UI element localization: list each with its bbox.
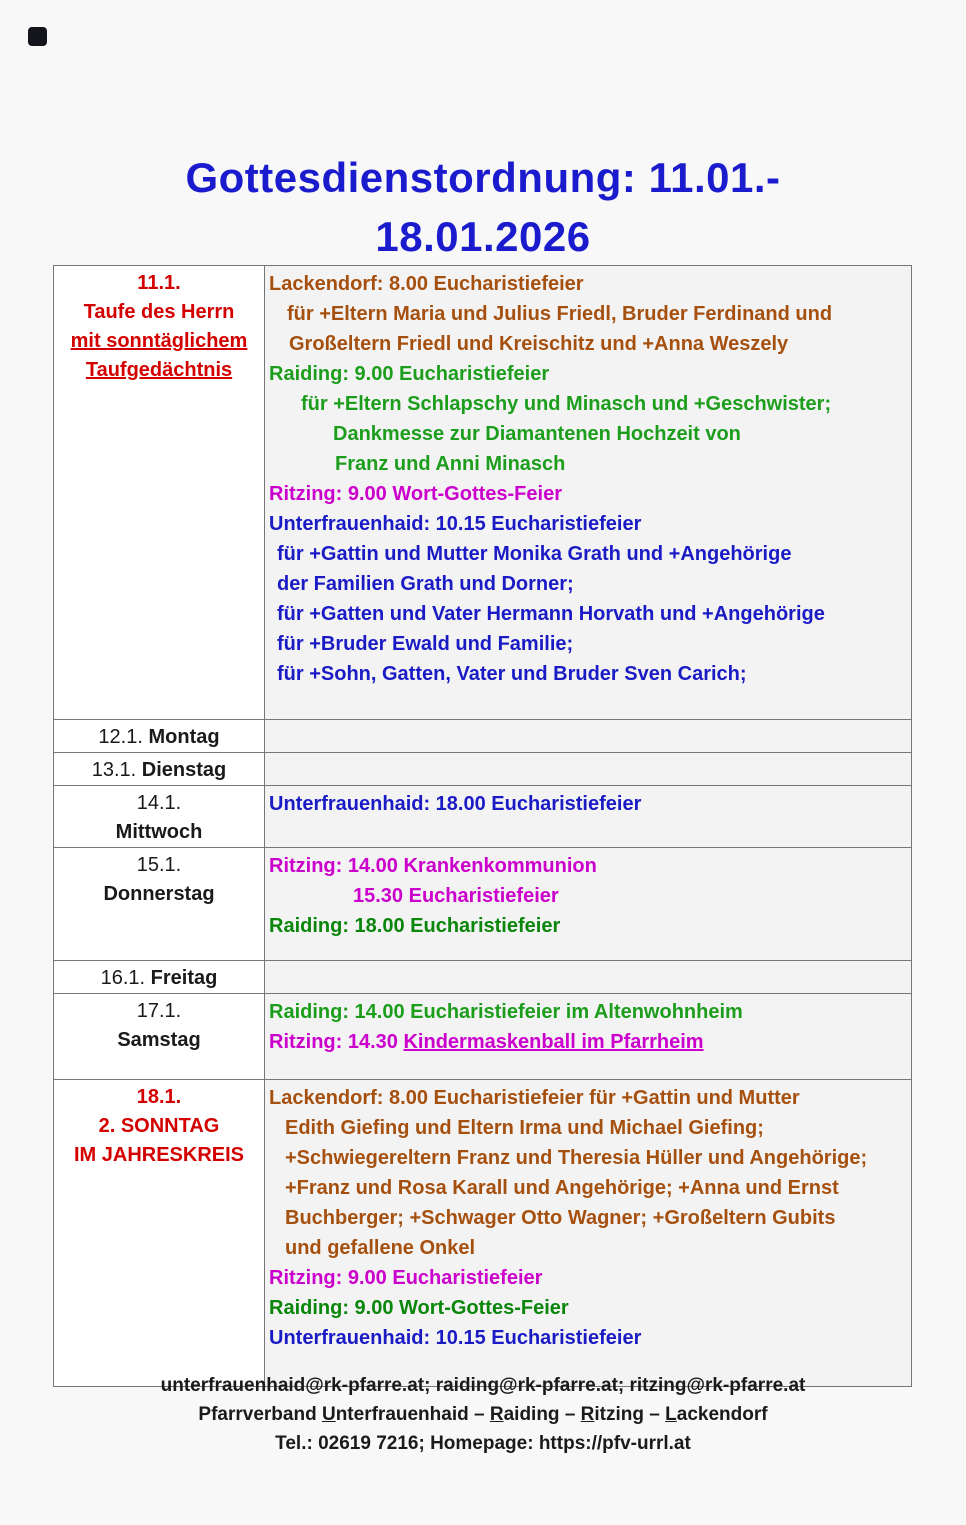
text-segment: itzing – [594, 1404, 666, 1425]
text-segment: für +Bruder Ewald und Familie; [277, 633, 574, 655]
date-cell [54, 266, 265, 720]
services-cell [265, 994, 912, 1080]
text-segment: für +Sohn, Gatten, Vater und Bruder Sven Carich; [277, 663, 747, 685]
service-line [265, 997, 911, 1027]
text-segment: unterfrauenhaid@rk-pfarre.at; raiding@rk-pfarre.at; ritzing@rk-pfarre.at [160, 1375, 806, 1396]
text-segment: +Franz und Rosa Karall und Angehörige; +Anna und Ernst [285, 1177, 839, 1199]
text-segment: für +Eltern Schlapschy und Minasch und +Geschwister; [301, 393, 832, 415]
service-line [265, 299, 911, 329]
text-segment: Montag [148, 726, 220, 748]
text-segment: Kindermaskenball im Pfarrheim [403, 1031, 704, 1053]
text-segment: R [489, 1404, 504, 1425]
text-segment: +Schwiegereltern Franz und Theresia Hüller und Angehörige; [285, 1147, 868, 1169]
text-segment: 16.1. [100, 967, 151, 989]
date-cell [54, 848, 265, 961]
schedule-row [54, 786, 912, 848]
schedule-table [53, 265, 912, 1387]
service-line [265, 569, 911, 599]
schedule-row [54, 961, 912, 994]
text-segment: Buchberger; +Schwager Otto Wagner; +Großeltern Gubits [285, 1207, 836, 1229]
date-line [54, 327, 264, 356]
text-segment: Taufgedächtnis [85, 359, 233, 381]
text-segment: 13.1. [91, 759, 142, 781]
text-segment: Raiding: 14.00 Eucharistiefeier im Altenwohnheim [269, 1001, 743, 1023]
text-segment: 15.1. [136, 854, 182, 876]
service-line [265, 629, 911, 659]
text-segment: Freitag [150, 967, 218, 989]
services-cell [265, 961, 912, 994]
text-segment: Ritzing: 9.00 Eucharistiefeier [269, 1267, 543, 1289]
text-segment: für +Gatten und Vater Hermann Horvath und +Angehörige [277, 603, 825, 625]
service-line [265, 1203, 911, 1233]
date-line [54, 298, 264, 327]
text-segment: 14.1. [136, 792, 182, 814]
text-segment: Ritzing: 14.00 Krankenkommunion [269, 855, 597, 877]
text-segment: Donnerstag [103, 883, 215, 905]
text-segment: Samstag [117, 1029, 201, 1051]
text-segment: nterfrauenhaid – [335, 1404, 490, 1425]
footer-line [0, 1429, 966, 1458]
footer [0, 1371, 966, 1458]
service-line [265, 1083, 911, 1113]
service-line [265, 789, 911, 819]
services-cell [265, 753, 912, 786]
date-line [54, 997, 264, 1026]
service-line [265, 1113, 911, 1143]
services-cell [265, 848, 912, 961]
text-segment: Unterfrauenhaid: 10.15 Eucharistiefeier [269, 513, 642, 535]
services-cell [265, 720, 912, 753]
text-segment: Dienstag [141, 759, 227, 781]
text-segment: für +Eltern Maria und Julius Friedl, Bruder Ferdinand und [287, 303, 833, 325]
schedule-row [54, 848, 912, 961]
date-line [54, 723, 264, 752]
date-line [54, 1141, 264, 1170]
date-line [54, 851, 264, 880]
text-segment: Franz und Anni Minasch [335, 453, 566, 475]
service-line [265, 359, 911, 389]
date-line [54, 1083, 264, 1112]
page-title-line-1: Gottesdienstordnung: 11.01.- [185, 154, 781, 202]
text-segment: Großeltern Friedl und Kreischitz und +Anna Weszely [289, 333, 789, 355]
footer-line [0, 1371, 966, 1400]
service-line [265, 1173, 911, 1203]
date-cell [54, 753, 265, 786]
text-segment: ackendorf [676, 1404, 768, 1425]
service-line [265, 419, 911, 449]
services-cell [265, 266, 912, 720]
text-segment: Tel.: 02619 7216; Homepage: https://pfv-urrl.at [275, 1433, 691, 1454]
text-segment: Lackendorf: 8.00 Eucharistiefeier [269, 273, 584, 295]
text-segment: 11.1. [137, 272, 181, 294]
date-cell [54, 961, 265, 994]
schedule-row [54, 266, 912, 720]
text-segment: mit sonntäglichem [70, 330, 248, 352]
text-segment: Pfarrverband [198, 1404, 322, 1425]
service-line [265, 911, 911, 941]
text-segment: für +Gattin und Mutter Monika Grath und +Angehörige [277, 543, 792, 565]
text-segment: L [665, 1404, 677, 1425]
page-title [0, 148, 966, 266]
text-segment: Raiding: 9.00 Wort-Gottes-Feier [269, 1297, 569, 1319]
schedule-row [54, 720, 912, 753]
text-segment: 17.1. [136, 1000, 182, 1022]
service-line [265, 509, 911, 539]
text-segment: R [580, 1404, 595, 1425]
text-segment: Edith Giefing und Eltern Irma und Michael Giefing; [285, 1117, 764, 1139]
date-line [54, 356, 264, 385]
service-line [265, 881, 911, 911]
date-line [54, 789, 264, 818]
service-line [265, 269, 911, 299]
services-cell [265, 786, 912, 848]
services-cell [265, 1080, 912, 1387]
date-cell [54, 786, 265, 848]
date-line [54, 880, 264, 909]
service-line [265, 539, 911, 569]
service-line [265, 1323, 911, 1353]
text-segment: Unterfrauenhaid: 18.00 Eucharistiefeier [269, 793, 642, 815]
text-segment: Mittwoch [115, 821, 203, 843]
date-line [54, 1112, 264, 1141]
service-line [265, 1233, 911, 1263]
text-segment: Ritzing: 14.30 [269, 1031, 404, 1053]
text-segment: IM JAHRESKREIS [73, 1144, 245, 1166]
service-line [265, 479, 911, 509]
text-segment: 2. SONNTAG [98, 1115, 220, 1137]
corner-square-marker [28, 27, 47, 46]
service-line [265, 449, 911, 479]
text-segment: Dankmesse zur Diamantenen Hochzeit von [333, 423, 741, 445]
service-line [265, 1143, 911, 1173]
schedule-row [54, 1080, 912, 1387]
text-segment: Unterfrauenhaid: 10.15 Eucharistiefeier [269, 1327, 642, 1349]
service-line [265, 599, 911, 629]
date-line [54, 756, 264, 785]
date-line [54, 818, 264, 847]
text-segment: Taufe des Herrn [83, 301, 235, 323]
service-line [265, 851, 911, 881]
schedule-row [54, 994, 912, 1080]
text-segment: Raiding: 9.00 Eucharistiefeier [269, 363, 550, 385]
service-line [265, 329, 911, 359]
service-line [265, 1027, 911, 1057]
date-line [54, 964, 264, 993]
text-segment: U [321, 1404, 336, 1425]
date-line [54, 1026, 264, 1055]
text-segment: der Familien Grath und Dorner; [277, 573, 574, 595]
schedule-table-body [54, 266, 912, 1387]
text-segment: 15.30 Eucharistiefeier [353, 885, 559, 907]
text-segment: aiding – [503, 1404, 581, 1425]
text-segment: und gefallene Onkel [285, 1237, 476, 1259]
date-line [54, 269, 264, 298]
date-cell [54, 994, 265, 1080]
schedule-row [54, 753, 912, 786]
text-segment: Lackendorf: 8.00 Eucharistiefeier für +Gattin und Mutter [269, 1087, 800, 1109]
text-segment: 18.1. [136, 1086, 182, 1108]
text-segment: 12.1. [98, 726, 149, 748]
text-segment: Ritzing: 9.00 Wort-Gottes-Feier [269, 483, 562, 505]
date-cell [54, 1080, 265, 1387]
service-line [265, 1293, 911, 1323]
text-segment: Raiding: 18.00 Eucharistiefeier [269, 915, 561, 937]
service-line [265, 659, 911, 689]
footer-line [0, 1400, 966, 1429]
page-title-line-2: 18.01.2026 [375, 213, 591, 261]
service-line [265, 389, 911, 419]
service-line [265, 1263, 911, 1293]
date-cell [54, 720, 265, 753]
